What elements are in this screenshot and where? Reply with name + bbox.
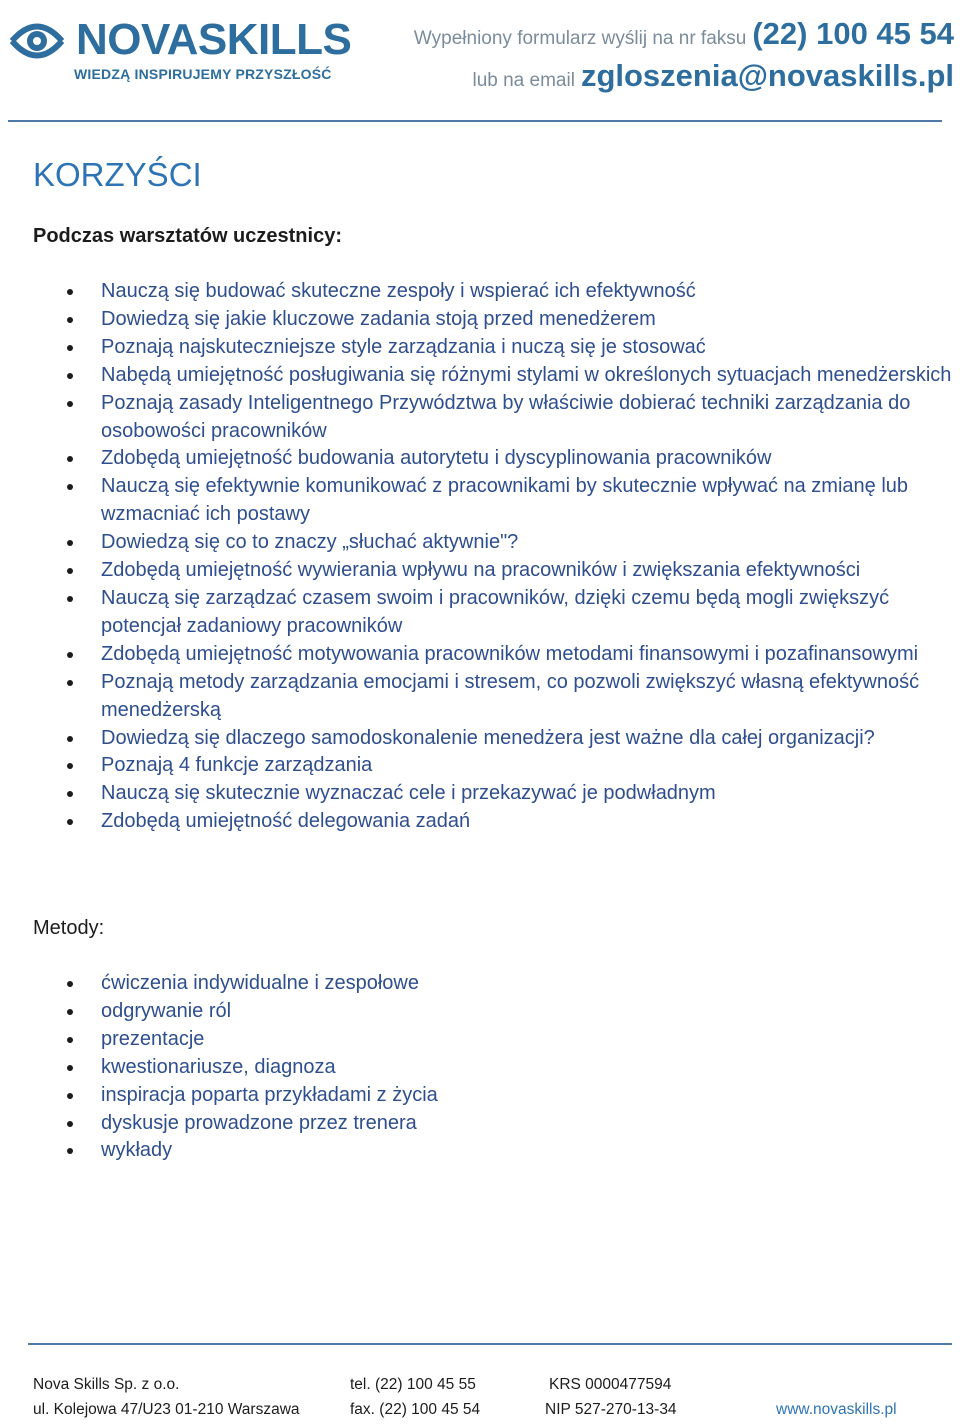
logo-tagline: WIEDZĄ INSPIRUJEMY PRZYSZŁOŚĆ — [74, 66, 332, 82]
method-list-item: ćwiczenia indywidualne i zespołowe — [33, 970, 953, 998]
benefit-list-item: Nabędą umiejętność posługiwania się różnymi stylami w określonych sytuacjach menedżerskich — [33, 362, 953, 390]
benefit-list-item: Poznają zasady Inteligentnego Przywództwa by właściwie dobierać techniki zarządzania do osobowości pracowników — [33, 390, 953, 446]
benefit-list-item: Nauczą się zarządzać czasem swoim i pracowników, dzięki czemu będą mogli zwiększyć potencjał zadaniowy pracowników — [33, 585, 953, 641]
method-list-item: prezentacje — [33, 1026, 953, 1054]
footer-divider — [28, 1343, 952, 1345]
fax-contact — [414, 16, 954, 52]
benefit-list-item: Dowiedzą się co to znaczy „słuchać aktywnie"? — [33, 529, 953, 557]
footer-fax: fax. (22) 100 45 54 — [350, 1401, 481, 1418]
email-link[interactable]: zgloszenia@novaskills.pl — [580, 58, 954, 93]
benefit-list-item: Zdobędą umiejętność motywowania pracowników metodami finansowymi i pozafinansowymi — [33, 641, 953, 669]
footer-company: Nova Skills Sp. z o.o. — [33, 1376, 180, 1393]
method-list-item: odgrywanie ról — [33, 998, 953, 1026]
benefit-list-item: Dowiedzą się jakie kluczowe zadania stoją przed menedżerem — [33, 306, 953, 334]
eye-logo-icon — [8, 16, 66, 66]
email-contact — [472, 58, 954, 94]
novaskills-logo — [8, 14, 353, 86]
benefit-list-item: Poznają metody zarządzania emocjami i stresem, co pozwoli zwiększyć własną efektywność menedżerską — [33, 669, 953, 725]
benefits-list — [33, 278, 953, 836]
email-label: lub na email — [472, 70, 575, 91]
footer-krs: KRS 0000477594 — [549, 1376, 672, 1393]
benefit-list-item: Poznają 4 funkcje zarządzania — [33, 752, 953, 780]
logo-name: NOVASKILLS — [76, 15, 352, 64]
method-list-item: dyskusje prowadzone przez trenera — [33, 1110, 953, 1138]
section-title: KORZYŚCI — [33, 156, 202, 193]
header-divider — [8, 120, 942, 122]
benefit-list-item: Nauczą się budować skuteczne zespoły i wspierać ich efektywność — [33, 278, 953, 306]
method-list-item: inspiracja poparta przykładami z życia — [33, 1082, 953, 1110]
fax-label: Wypełniony formularz wyślij na nr faksu — [413, 28, 747, 49]
footer-nip: NIP 527-270-13-34 — [545, 1401, 677, 1418]
benefit-list-item: Dowiedzą się dlaczego samodoskonalenie menedżera jest ważne dla całej organizacji? — [33, 725, 953, 753]
method-list-item: kwestionariusze, diagnoza — [33, 1054, 953, 1082]
footer-tel: tel. (22) 100 45 55 — [350, 1376, 476, 1393]
benefit-list-item: Zdobędą umiejętność wywierania wpływu na pracowników i zwiększania efektywności — [33, 557, 953, 585]
benefit-list-item: Nauczą się efektywnie komunikować z pracownikami by skutecznie wpływać na zmianę lub wzmacniać ich postawy — [33, 473, 953, 529]
benefit-list-item: Poznają najskuteczniejsze style zarządzania i nuczą się je stosować — [33, 334, 953, 362]
methods-list — [33, 970, 953, 1165]
method-list-item: wykłady — [33, 1137, 953, 1165]
methods-heading: Metody: — [33, 917, 105, 939]
fax-number: (22) 100 45 54 — [752, 16, 954, 51]
benefits-heading: Podczas warsztatów uczestnicy: — [33, 225, 342, 247]
footer-website-link[interactable]: www.novaskills.pl — [776, 1401, 897, 1418]
benefit-list-item: Zdobędą umiejętność budowania autorytetu i dyscyplinowania pracowników — [33, 445, 953, 473]
benefit-list-item: Nauczą się skutecznie wyznaczać cele i przekazywać je podwładnym — [33, 780, 953, 808]
footer-address: ul. Kolejowa 47/U23 01-210 Warszawa — [33, 1401, 300, 1418]
benefit-list-item: Zdobędą umiejętność delegowania zadań — [33, 808, 953, 836]
